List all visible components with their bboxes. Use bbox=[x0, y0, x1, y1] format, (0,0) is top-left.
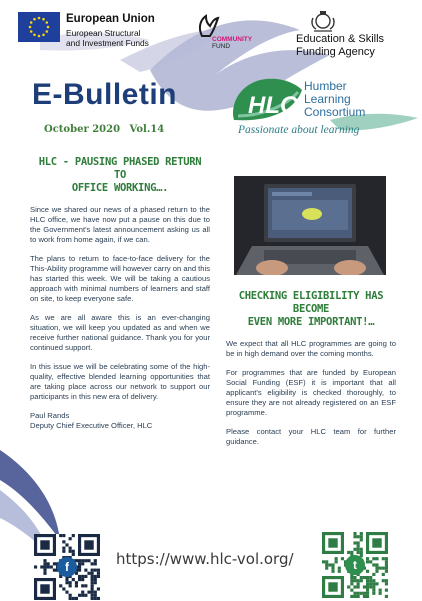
eu-subtitle: European Structural and Investment Funds bbox=[66, 28, 149, 48]
article-checking-eligibility bbox=[226, 290, 396, 456]
esfa-name: Education & Skills Funding Agency bbox=[296, 33, 385, 58]
hlc-tagline: Passionate about learning bbox=[238, 124, 360, 136]
article-pausing-return bbox=[30, 156, 210, 431]
article-paragraph: As we are all aware this is an ever-changing situation, we will keep you updated as and when we receive further national guidance. Thank you for your continued support. bbox=[30, 313, 210, 352]
eu-funding-logo bbox=[8, 12, 158, 60]
signature: Paul Rands Deputy Chief Executive Officer, HLC bbox=[30, 411, 153, 430]
article-paragraph: In this issue we will be celebrating some of the high-quality, effective blended learning opportunities that are taking place across our network to support our participants in this new era of delivery. bbox=[30, 362, 210, 401]
hlc-logo bbox=[228, 76, 418, 146]
eu-title: European Union bbox=[66, 13, 155, 25]
website-link[interactable]: https://www.hlc-vol.org/ bbox=[116, 550, 294, 568]
article-paragraph: The plans to return to face-to-face delivery for the This-Ability programme will however carry on and this has started this week. We will be taking a cautious approach with minimal numbers of learners and staff on site, to keep everyone safe. bbox=[30, 254, 210, 303]
eu-flag-icon bbox=[18, 12, 60, 42]
issue-line bbox=[44, 124, 164, 135]
article-paragraph: We expect that all HLC programmes are going to be in high demand over the coming months. bbox=[226, 339, 396, 358]
facebook-icon: f bbox=[57, 557, 77, 577]
article-paragraph: Please contact your HLC team for further guidance. bbox=[226, 427, 396, 446]
hlc-letters: HLC bbox=[248, 92, 298, 119]
hlc-name: Humber Learning Consortium bbox=[304, 79, 366, 119]
laptop-photo bbox=[234, 176, 386, 275]
facebook-qr-code[interactable] bbox=[34, 534, 100, 600]
bulletin-title: E-Bulletin bbox=[32, 78, 177, 111]
issue-volume: Vol.14 bbox=[129, 124, 165, 135]
article-heading: CHECKING ELIGIBILITY HAS BECOME EVEN MORE IMPORTANT!… bbox=[238, 290, 384, 328]
article-paragraph: Since we shared our news of a phased return to the HLC office, we have now put a pause on this due to the Government's latest announcement asking us all to work from home again, if we can. bbox=[30, 205, 210, 244]
issue-date: October 2020 bbox=[44, 124, 121, 135]
article-heading: HLC - PAUSING PHASED RETURN TO OFFICE WORKING…. bbox=[38, 156, 202, 194]
royal-crest-icon bbox=[310, 10, 336, 32]
community-fund-logo bbox=[184, 14, 274, 58]
esfa-logo bbox=[296, 10, 418, 62]
twitter-qr-code[interactable] bbox=[322, 532, 388, 598]
lottery-crossed-fingers-icon bbox=[194, 14, 222, 38]
article-paragraph: For programmes that are funded by European Social Funding (ESF) it is important that all applicant's eligibility is checked thoroughly, to ensure they are not already registered on an ESF programme. bbox=[226, 368, 396, 417]
twitter-icon: t bbox=[345, 555, 365, 575]
lottery-text: COMMUNITY FUND bbox=[212, 36, 253, 50]
